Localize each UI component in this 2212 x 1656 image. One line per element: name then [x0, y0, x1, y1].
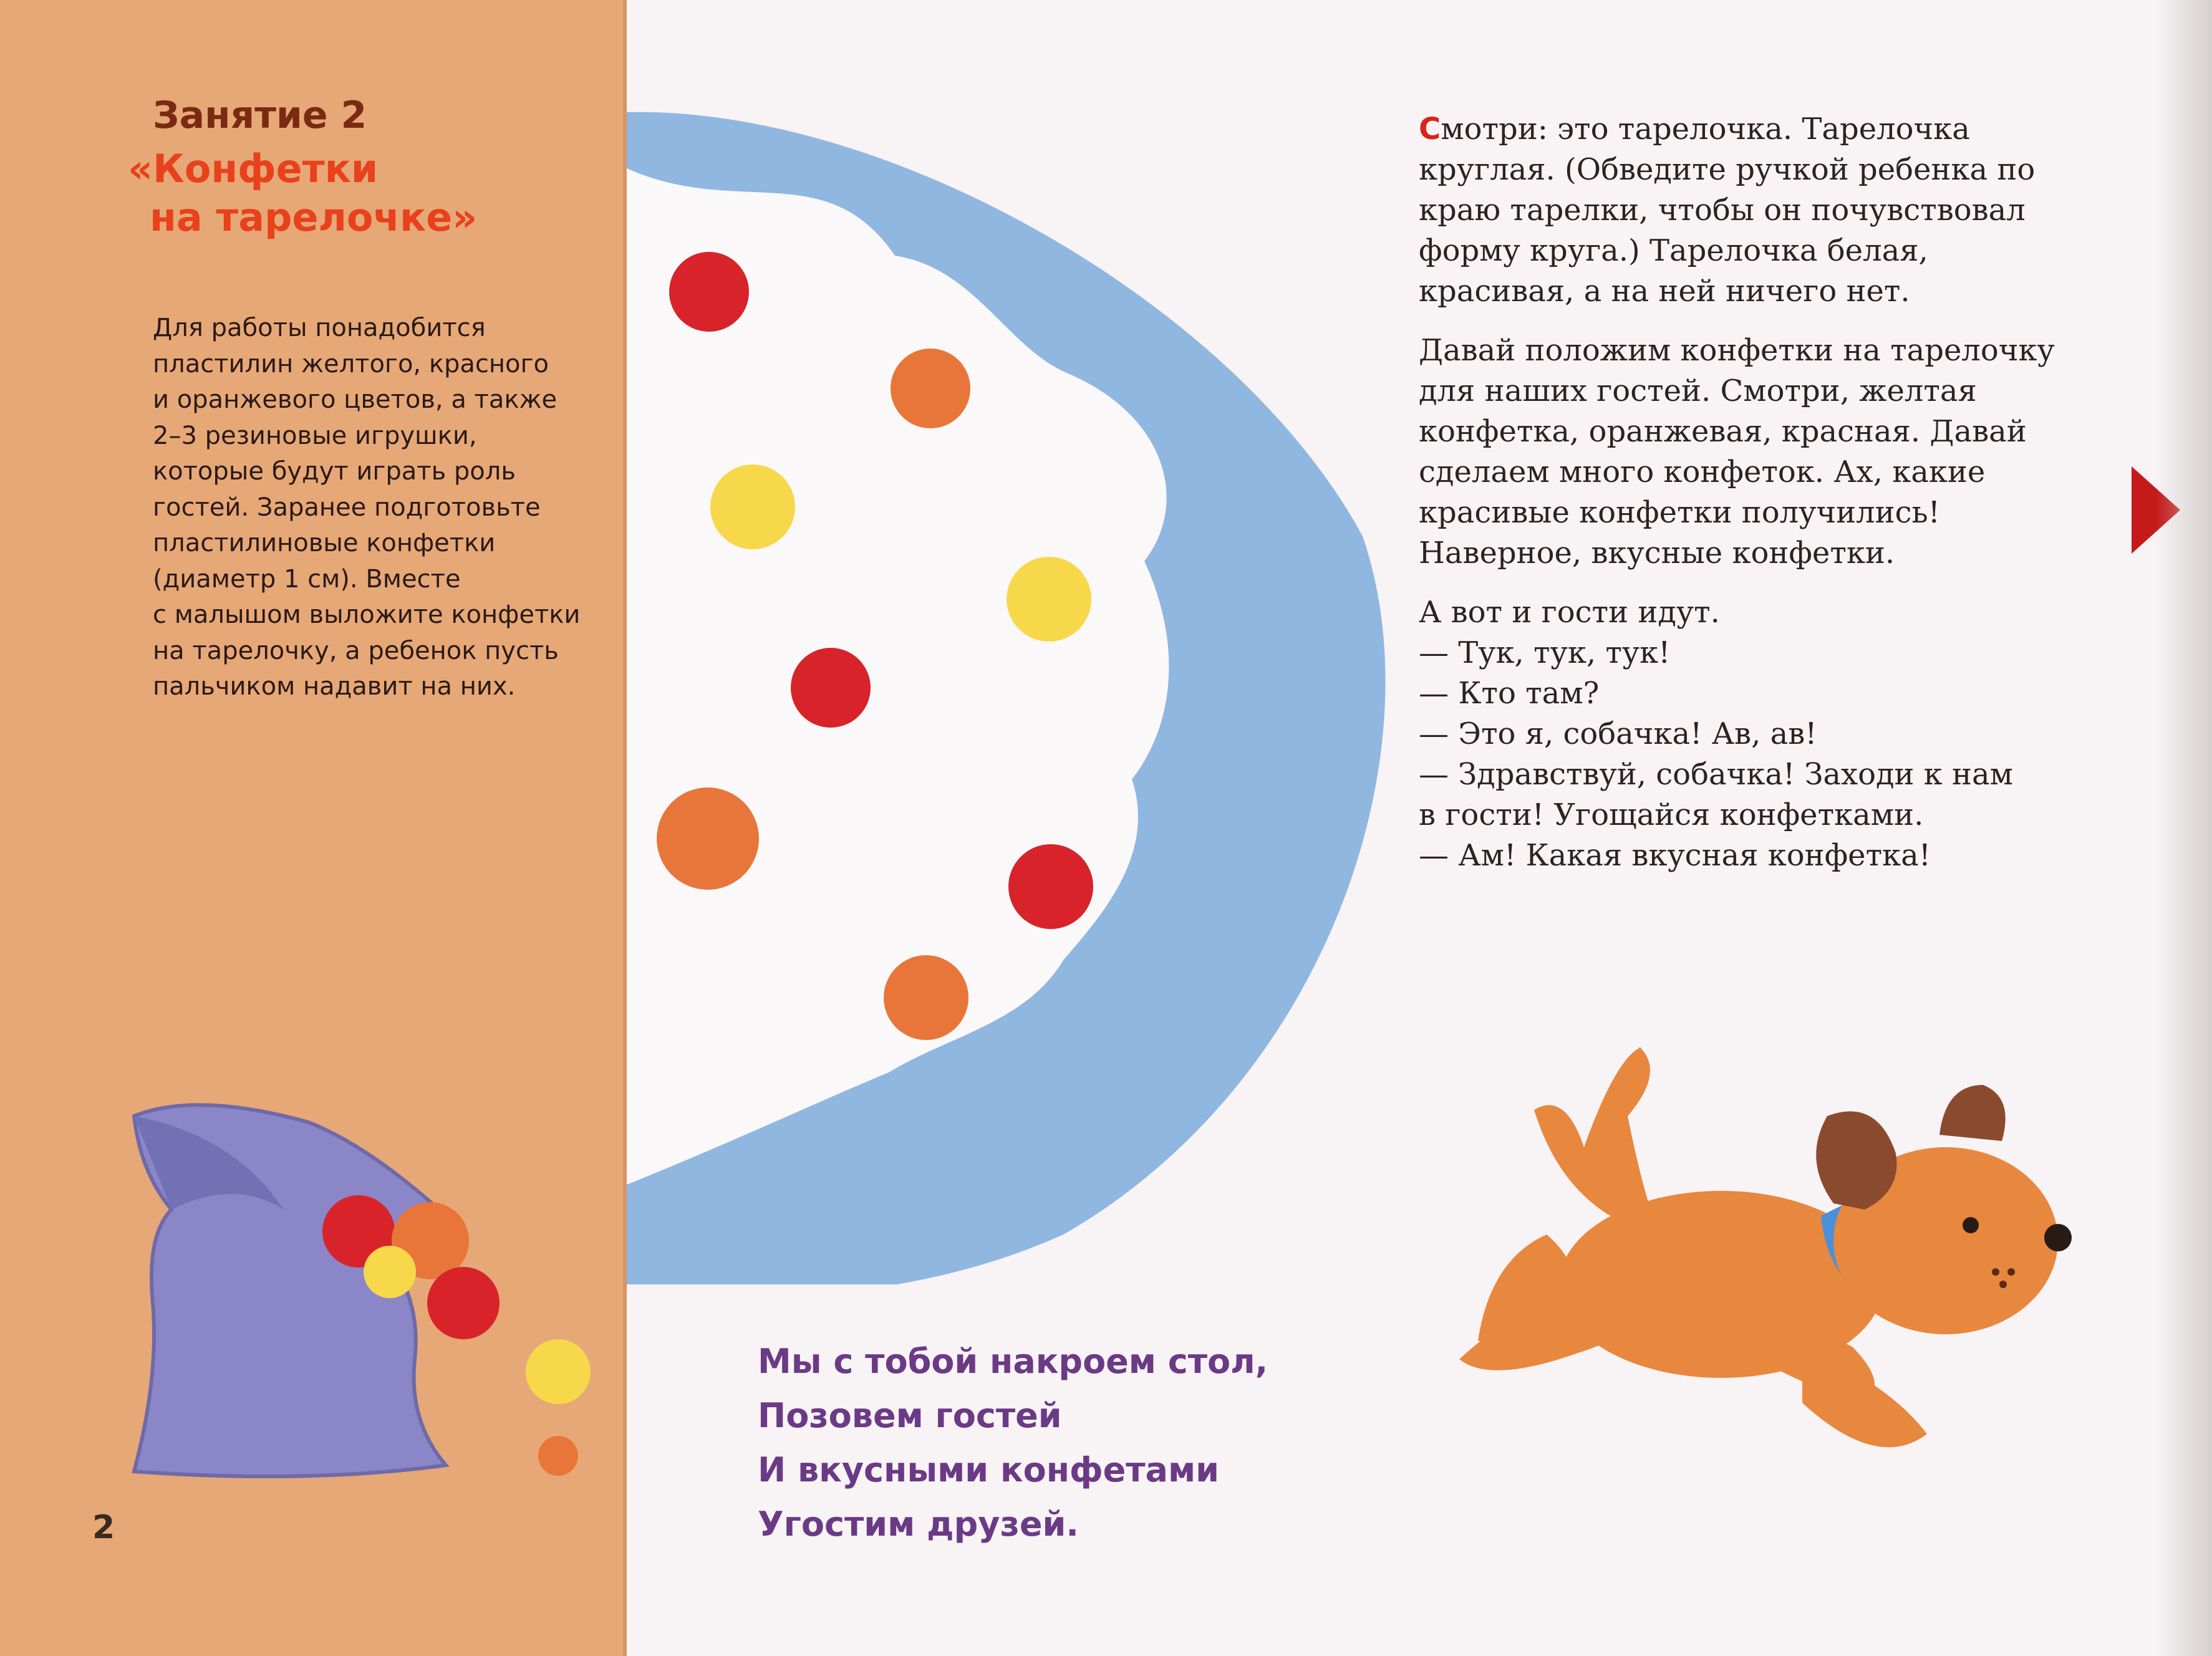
story-line: красивая, а на ней ничего нет. — [1419, 274, 1910, 309]
poem-text — [758, 1334, 1268, 1551]
dog-ear — [1816, 1112, 1896, 1210]
instructions-line: пластилиновые конфетки — [153, 529, 496, 557]
instructions-line: пластилин желтого, красного — [153, 349, 549, 378]
story-paragraph-1 — [1419, 109, 2142, 312]
plate-illustration — [627, 100, 1388, 1284]
candy-red — [791, 648, 871, 728]
dog-cheek-dot — [1999, 1281, 2007, 1288]
instructions-line: которые будут играть роль — [153, 457, 516, 486]
candy-red — [427, 1267, 500, 1339]
instructions-line: 2–3 резиновые игрушки, — [153, 421, 477, 450]
dog-illustration — [1453, 1035, 2077, 1471]
page-edge-shadow — [2156, 0, 2212, 1656]
story-line: — Здравствуй, собачка! Заходи к нам — [1419, 757, 2013, 792]
instructions-line: (диаметр 1 см). Вместе — [153, 564, 461, 594]
dog-cheek-dot — [1992, 1268, 1999, 1276]
story-line-text: мотри: это тарелочка. Тарелочка — [1441, 112, 1970, 147]
story-line: сделаем много конфеток. Ах, какие — [1419, 455, 1986, 489]
page-number: 2 — [92, 1509, 115, 1546]
instructions-line: Для работы понадобится — [153, 314, 486, 342]
candy-red — [1008, 844, 1093, 929]
story-paragraph-2 — [1419, 330, 2142, 574]
story-line: форму круга.) Тарелочка белая, — [1419, 233, 1928, 268]
instructions-line: на тарелочку, а ребенок пусть — [153, 636, 559, 665]
poem-line: Угостим друзей. — [758, 1504, 1079, 1544]
candy-orange — [891, 349, 970, 428]
story-line: в гости! Угощайся конфетками. — [1419, 797, 1924, 832]
dog-nose — [2044, 1224, 2072, 1251]
story-line: Наверное, вкусные конфетки. — [1419, 536, 1895, 570]
lesson-title-line-2: на тарелочке» — [150, 195, 478, 240]
left-sidebar — [0, 0, 627, 1656]
candy-yellow — [364, 1246, 416, 1298]
instructions-line: пальчиком надавит на них. — [153, 672, 516, 701]
candy-red — [669, 252, 749, 332]
lesson-title — [128, 145, 477, 242]
story-line: — Ам! Какая вкусная конфетка! — [1419, 838, 1931, 873]
story-text — [1419, 109, 2142, 895]
drop-cap: С — [1419, 112, 1441, 147]
lesson-title-line-1: «Конфетки — [128, 146, 379, 191]
story-line: А вот и гости идут. — [1419, 595, 1720, 630]
poem-line: И вкусными конфетами — [758, 1450, 1219, 1490]
story-line: круглая. (Обведите ручкой ребенка по — [1419, 152, 2036, 187]
instructions-line: гостей. Заранее подготовьте — [153, 493, 541, 522]
instructions-line: и оранжевого цветов, а также — [153, 385, 558, 414]
poem-line: Мы с тобой накроем стол, — [758, 1342, 1268, 1381]
story-line: краю тарелки, чтобы он почувствовал — [1419, 193, 2026, 228]
dog-cheek-dot — [2007, 1268, 2015, 1276]
instructions-text — [153, 310, 589, 705]
candy-yellow — [710, 465, 795, 549]
candy-orange — [884, 955, 968, 1040]
story-line: — Тук, тук, тук! — [1419, 635, 1671, 670]
candy-orange — [538, 1436, 578, 1476]
candy-yellow — [526, 1339, 591, 1404]
candy-bag-illustration — [122, 1097, 608, 1484]
story-line — [1419, 109, 2142, 150]
dog-tail — [1534, 1047, 1653, 1222]
dog-eye — [1963, 1217, 1979, 1233]
instructions-line: с малышом выложите конфетки — [153, 600, 581, 629]
lesson-number: Занятие 2 — [153, 94, 367, 137]
story-line: конфетка, оранжевая, красная. Давай — [1419, 414, 2027, 449]
dog-ear-2 — [1939, 1085, 2006, 1141]
candy-orange — [657, 787, 759, 890]
story-line: для наших гостей. Смотри, желтая — [1419, 373, 1977, 408]
candy-yellow — [1007, 557, 1091, 642]
story-paragraph-3 — [1419, 592, 2142, 876]
story-line: — Это я, собачка! Ав, ав! — [1419, 716, 1817, 751]
poem-line: Позовем гостей — [758, 1396, 1062, 1435]
story-line: Давай положим конфетки на тарелочку — [1419, 333, 2055, 368]
story-line: — Кто там? — [1419, 676, 1600, 711]
story-line: красивые конфетки получились! — [1419, 495, 1940, 530]
